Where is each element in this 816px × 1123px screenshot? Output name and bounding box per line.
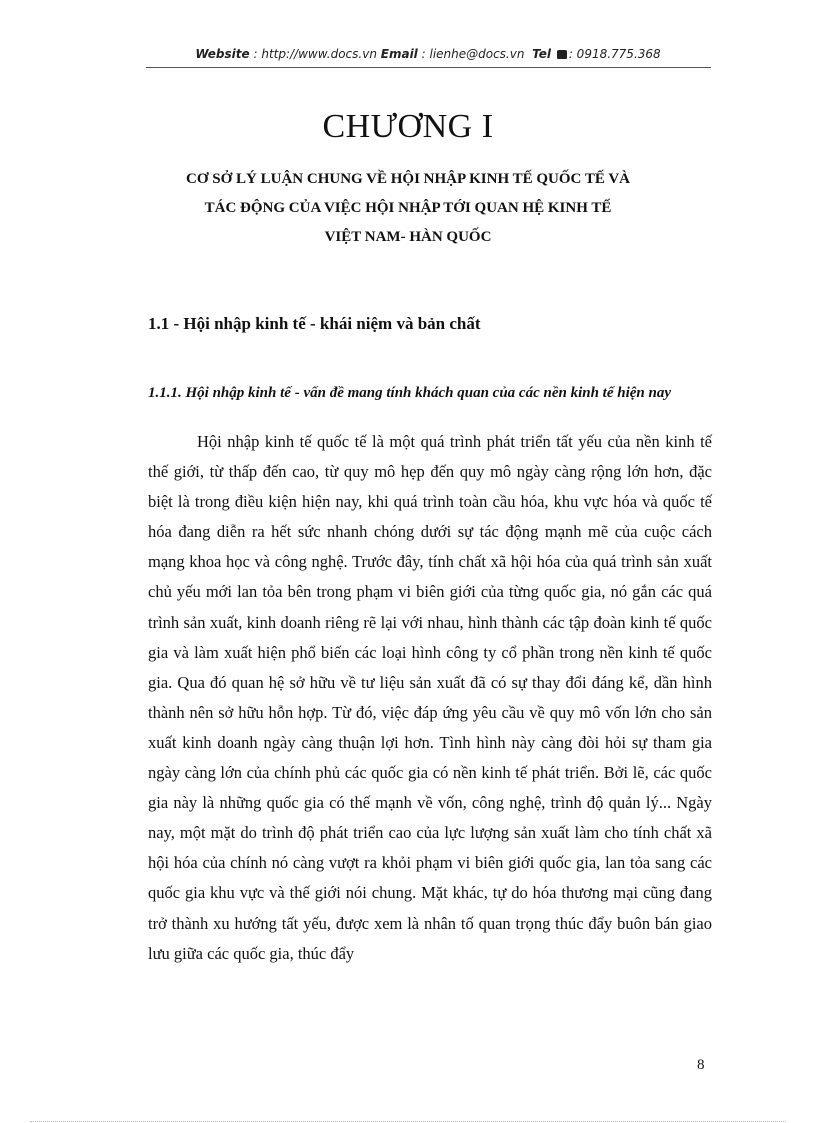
section-heading: 1.1 - Hội nhập kinh tế - khái niệm và bản chất	[148, 314, 481, 333]
website-value: : http://www.docs.vn	[253, 47, 377, 61]
phone-icon	[557, 50, 567, 59]
chapter-subtitle-line-1: CƠ SỞ LÝ LUẬN CHUNG VỀ HỘI NHẬP KINH TẾ QUỐC TẾ VÀ	[186, 171, 630, 187]
page-number: 8	[697, 1057, 705, 1073]
tel-label: Tel	[532, 47, 551, 61]
page-header	[146, 47, 710, 61]
chapter-subtitle	[120, 165, 696, 252]
email-label: Email	[380, 47, 418, 61]
website-label: Website	[195, 47, 250, 61]
tel-value: : 0918.775.368	[568, 47, 661, 61]
header-divider	[146, 67, 711, 68]
page-bottom-border	[30, 1121, 786, 1122]
chapter-subtitle-line-2: TÁC ĐỘNG CỦA VIỆC HỘI NHẬP TỚI QUAN HỆ KINH TẾ	[204, 200, 612, 216]
chapter-subtitle-line-3: VIỆT NAM- HÀN QUỐC	[324, 229, 492, 245]
email-value: : lienhe@docs.vn	[421, 47, 525, 61]
chapter-title: CHƯƠNG I	[322, 108, 494, 145]
body-paragraph: Hội nhập kinh tế quốc tế là một quá trình phát triển tất yếu của nền kinh tế thế giới, từ thấp đến cao, từ quy mô hẹp đến quy mô ngày càng rộng lớn hơn, đặc biệt là trong điều kiện hiện nay, khi quá trình toàn cầu hóa, khu vực hóa và quốc tế hóa đang diễn ra hết sức nhanh chóng dưới sự tác động mạnh mẽ của cuộc cách mạng khoa học và công nghệ. Trước đây, tính chất xã hội hóa của quá trình sản xuất chủ yếu mới lan tỏa bên trong phạm vi biên giới của từng quốc gia, nó gắn các quá trình sản xuất, kinh doanh riêng rẽ lại với nhau, hình thành các tập đoàn kinh tế quốc gia và làm xuất hiện phổ biến các loại hình công ty cổ phần trong nền kinh tế quốc gia. Qua đó quan hệ sở hữu về tư liệu sản xuất đã có sự thay đổi đáng kể, dần hình thành nên sở hữu hỗn hợp. Từ đó, việc đáp ứng yêu cầu về quy mô vốn lớn cho sản xuất kinh doanh ngày càng thuận lợi hơn. Tình hình này càng đòi hỏi sự tham gia ngày càng lớn của chính phủ các quốc gia có nền kinh tế phát triển. Bởi lẽ, các quốc gia này là những quốc gia có thế mạnh về vốn, công nghệ, trình độ quản lý... Ngày nay, một mặt do trình độ phát triển cao của lực lượng sản xuất làm cho tính chất xã hội hóa của chính nó càng vượt ra khỏi phạm vi biên giới quốc gia, lan tỏa sang các quốc gia khu vực và thế giới nói chung. Mặt khác, tự do hóa thương mại cũng đang trở thành xu hướng tất yếu, được xem là nhân tố quan trọng thúc đẩy buôn bán giao lưu giữa các quốc gia, thúc đẩy	[148, 432, 712, 963]
subsection-heading: 1.1.1. Hội nhập kinh tế - vấn đề mang tính khách quan của các nền kinh tế hiện nay	[148, 385, 672, 401]
